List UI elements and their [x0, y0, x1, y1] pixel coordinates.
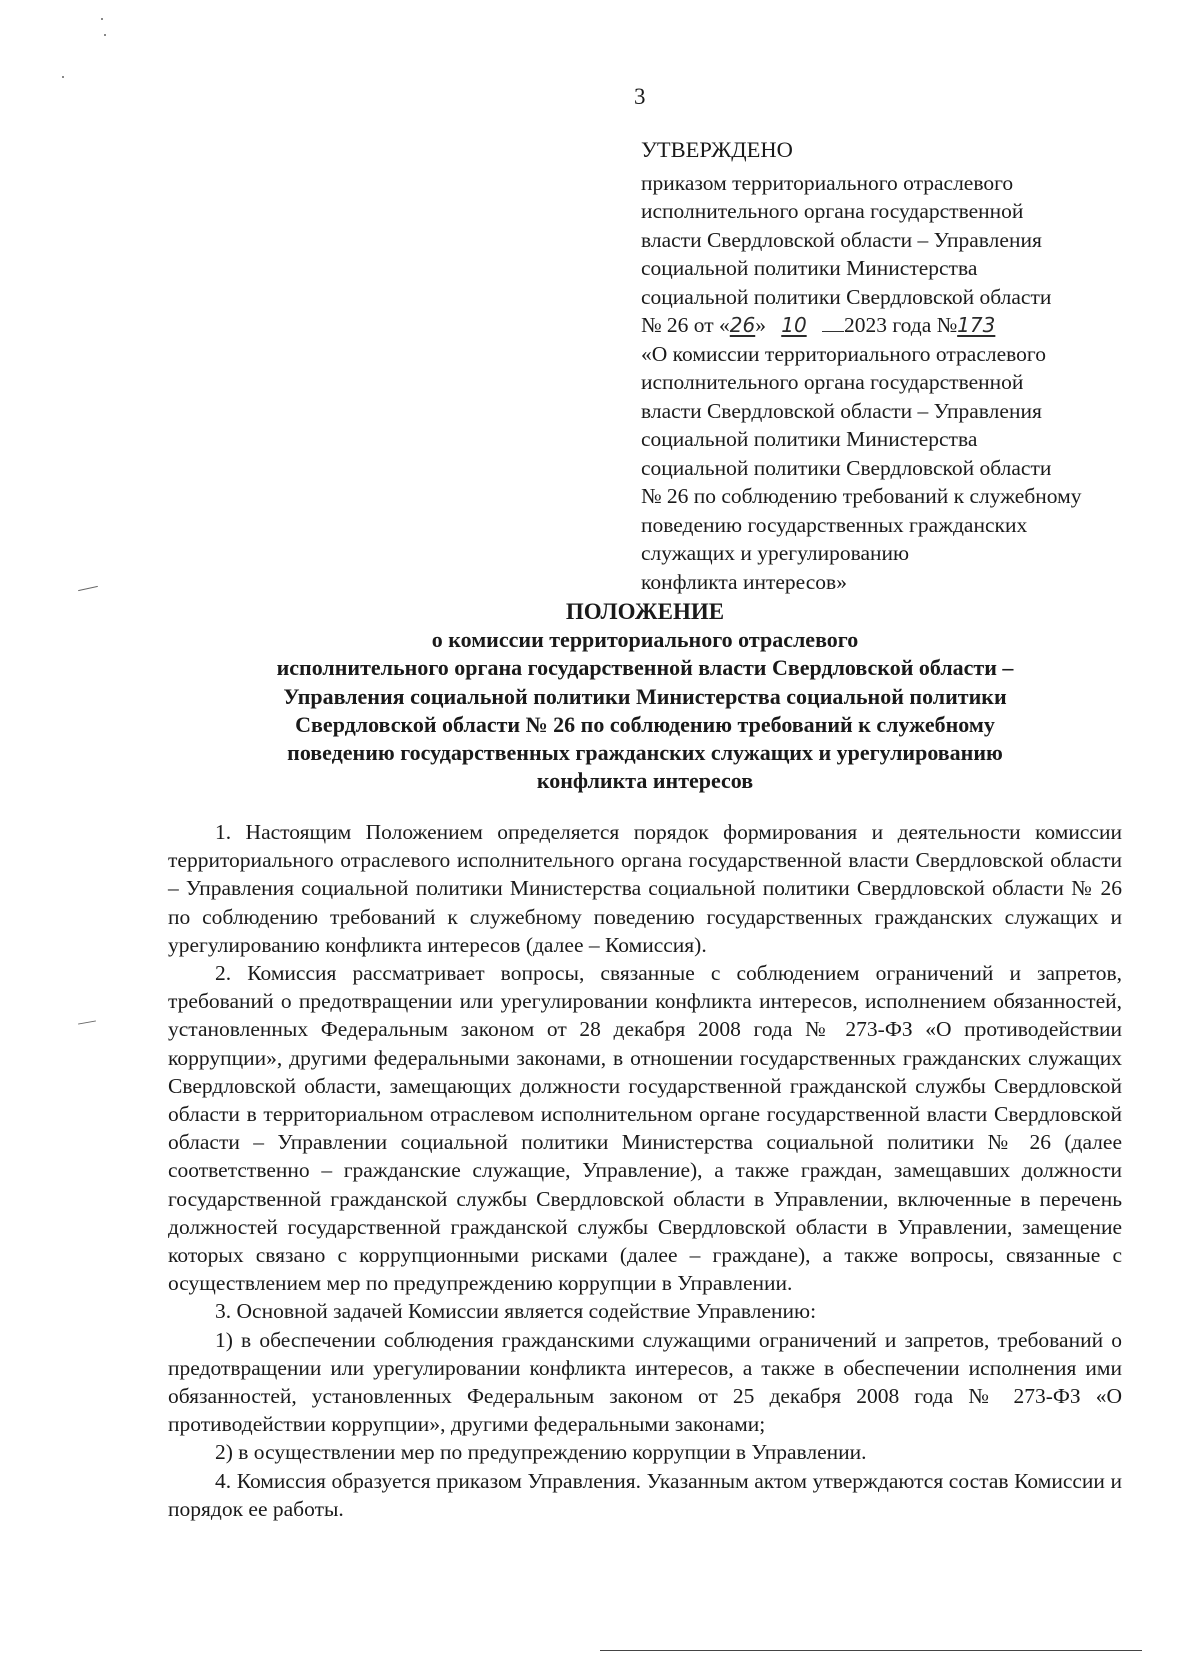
title-line: исполнительного органа государственной власти Свердловской области –	[276, 655, 1014, 681]
approval-line: исполнительного органа государственной	[641, 370, 1024, 394]
paragraph: 2. Комиссия рассматривает вопросы, связанные с соблюдением ограничений и запретов, требований о предотвращении или урегулировании конфликта интересов, исполнением обязанностей, установленных Федеральным законом от 28 декабря 2008 года № 273-ФЗ «О противодействии коррупции», другими федеральными законами, в отношении государственных гражданских служащих Свердловской области, замещающих должности государственной гражданской службы Свердловской области в территориальном отраслевом исполнительном органе государственной власти Свердловской области – Управлении социальной политики Министерства социальной политики № 26 (далее соответственно – гражданские служащие, Управление), а также граждан, замещавших должности государственной гражданской службы Свердловской области в Управлении, включенные в перечень должностей государственной гражданской службы Свердловской области в Управлении, замещение которых связано с коррупционными рисками (далее – граждане), а также вопросы, связанные с осуществлением мер по предупреждению коррупции в Управлении.	[168, 961, 1122, 1296]
order-year: 2023 года №	[843, 313, 958, 337]
approval-heading: УТВЕРЖДЕНО	[641, 137, 793, 162]
paragraph: 1. Настоящим Положением определяется порядок формирования и деятельности комиссии территориального отраслевого исполнительного органа государственной власти Свердловской области – Управления социальной политики Министерства социальной политики Свердловской области № 26 по соблюдению требований к служебному поведению государственных гражданских служащих и урегулированию конфликта интересов (далее – Комиссия).	[168, 820, 1122, 957]
order-prefix: № 26 от «	[641, 313, 730, 337]
approval-line: «О комиссии территориального отраслевого	[641, 341, 1046, 366]
title-main: ПОЛОЖЕНИЕ	[565, 599, 725, 624]
paragraph: 3. Основной задачей Комиссии является содействие Управлению:	[215, 1299, 817, 1324]
approval-line: власти Свердловской области – Управления	[641, 227, 1042, 252]
approval-line: социальной политики Свердловской области	[641, 284, 1052, 309]
document-title	[168, 598, 1122, 795]
page-number: 3	[634, 84, 646, 109]
handwritten-month: 10	[781, 313, 807, 337]
footer-rule	[600, 1650, 1142, 1651]
paragraph: 1) в обеспечении соблюдения гражданскими служащими ограничений и запретов, требований о предотвращении или урегулировании конфликта интересов, а также в обеспечении исполнения ими обязанностей, установленных Федеральным законом от 25 декабря 2008 года № 273-ФЗ «О противодействии коррупции», другими федеральными законами;	[168, 1327, 1122, 1437]
approval-line: социальной политики Свердловской области	[641, 455, 1052, 480]
date-underline	[822, 330, 844, 332]
scan-mark	[78, 1020, 96, 1024]
scan-dot	[104, 34, 106, 36]
approval-line: социальной политики Министерства	[641, 427, 978, 451]
scan-dot	[62, 76, 64, 78]
title-line: конфликта интересов	[536, 768, 754, 794]
paragraph: 2) в осуществлении мер по предупреждению коррупции в Управлении.	[215, 1440, 867, 1465]
handwritten-number: 173	[957, 313, 996, 337]
scan-mark	[78, 586, 98, 591]
approval-line: № 26 по соблюдению требований к служебному	[641, 484, 1082, 508]
title-line: поведению государственных гражданских служащих и урегулированию	[287, 740, 1003, 766]
title-line: Управления социальной политики Министерства социальной политики	[283, 683, 1007, 709]
document-body	[168, 818, 1122, 1523]
order-quote-close: »	[755, 313, 766, 337]
approval-stamp	[641, 136, 1161, 596]
approval-line: исполнительного органа государственной	[641, 199, 1024, 223]
approval-line: приказом территориального отраслевого	[641, 170, 1014, 195]
approval-line: конфликта интересов»	[641, 569, 847, 594]
approval-line: поведению государственных гражданских	[641, 512, 1028, 537]
approval-line: власти Свердловской области – Управления	[641, 398, 1042, 423]
scan-dot	[101, 18, 103, 20]
approval-line: социальной политики Министерства	[641, 256, 978, 280]
paragraph: 4. Комиссия образуется приказом Управления. Указанным актом утверждаются состав Комиссии и порядок ее работы.	[168, 1468, 1122, 1521]
approval-line: служащих и урегулированию	[641, 541, 910, 565]
title-line: о комиссии территориального отраслевого	[431, 627, 859, 653]
title-line: Свердловской области № 26 по соблюдению требований к служебному	[295, 711, 995, 737]
approval-order-line	[641, 311, 1161, 340]
handwritten-day: 26	[729, 313, 756, 337]
